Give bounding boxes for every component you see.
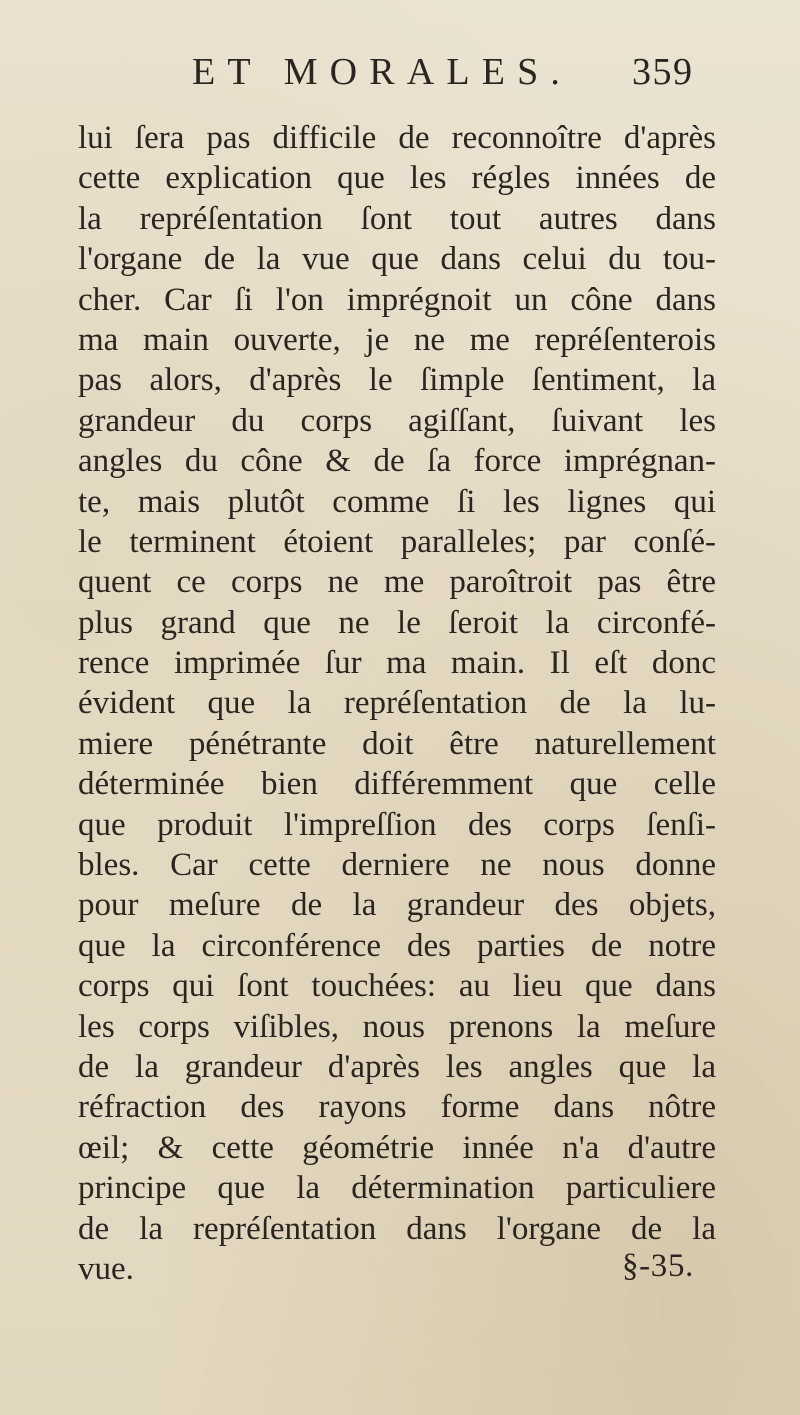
text-line: plus grand que ne le ſeroit la circonfé-: [78, 604, 716, 641]
page-header: [0, 50, 800, 100]
text-line: principe que la détermination particuliere: [78, 1170, 716, 1207]
text-line: cher. Car ſi l'on imprégnoit un cône dans: [78, 281, 716, 318]
text-line: quent ce corps ne me paroîtroit pas être: [78, 564, 716, 601]
text-line: de la grandeur d'après les angles que la: [78, 1048, 716, 1085]
text-line: grandeur du corps agiſſant, ſuivant les: [78, 402, 716, 439]
text-line: que produit l'impreſſion des corps ſenſi-: [78, 806, 716, 843]
text-line: pour meſure de la grandeur des objets,: [78, 887, 716, 924]
text-line: rence imprimée ſur ma main. Il eſt donc: [78, 645, 716, 682]
text-line-last: vue.: [78, 1250, 134, 1287]
text-line: évident que la repréſentation de la lu-: [78, 685, 716, 722]
text-line: corps qui ſont touchées: au lieu que dans: [78, 968, 716, 1005]
text-line: les corps viſibles, nous prenons la meſure: [78, 1008, 716, 1045]
running-title: ET MORALES.: [192, 51, 573, 93]
text-line: ma main ouverte, je ne me repréſenterois: [78, 321, 716, 358]
text-line: bles. Car cette derniere ne nous donne: [78, 847, 716, 884]
text-line: miere pénétrante doit être naturellement: [78, 725, 716, 762]
text-line: te, mais plutôt comme ſi les lignes qui: [78, 483, 716, 520]
text-line: cette explication que les régles innées de: [78, 160, 716, 197]
text-line: réfraction des rayons forme dans nôtre: [78, 1089, 716, 1126]
page-number: 359: [632, 51, 694, 93]
body-text: [78, 118, 716, 1289]
text-line: œil; & cette géométrie innée n'a d'autre: [78, 1129, 716, 1166]
text-line: que la circonférence des parties de notre: [78, 927, 716, 964]
text-line: de la repréſentation dans l'organe de la: [78, 1210, 716, 1247]
text-line: déterminée bien différemment que celle: [78, 766, 716, 803]
text-line: pas alors, d'après le ſimple ſentiment, la: [78, 362, 716, 399]
text-line: la repréſentation ſont tout autres dans: [78, 200, 716, 237]
text-line: lui ſera pas difficile de reconnoître d'après: [78, 120, 716, 156]
text-line: angles du cône & de ſa force imprégnan-: [78, 443, 716, 480]
text-line: l'organe de la vue que dans celui du tou-: [78, 241, 716, 278]
catchword: §-35.: [622, 1248, 695, 1284]
text-line: le terminent étoient paralleles; par conſé-: [78, 523, 716, 560]
